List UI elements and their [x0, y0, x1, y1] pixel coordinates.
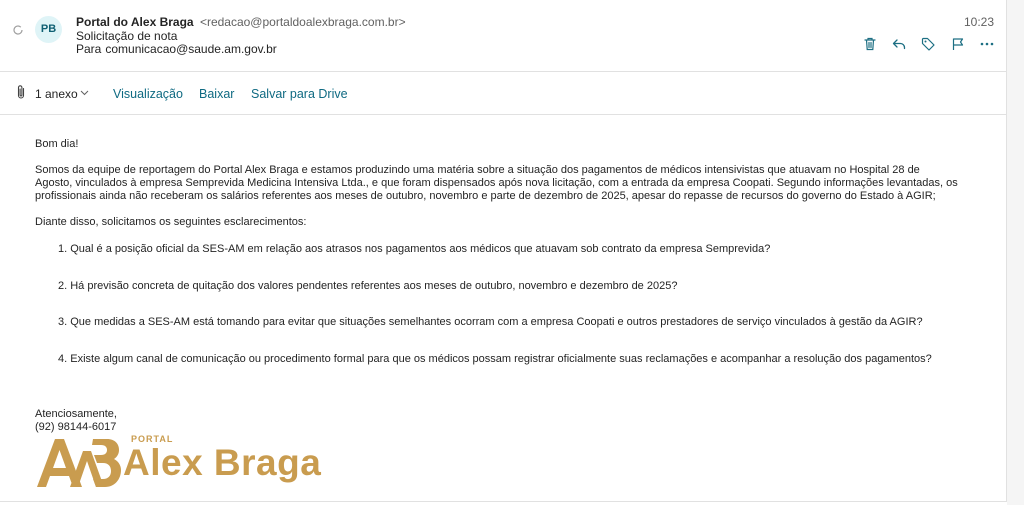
attachment-count[interactable]: 1 anexo [35, 87, 78, 101]
avatar[interactable]: PB [35, 16, 62, 43]
more-icon[interactable] [979, 36, 995, 52]
recipient-address[interactable]: comunicacao@saude.am.gov.br [105, 42, 277, 56]
logo-mark-icon [37, 435, 121, 487]
sender-line [76, 15, 406, 29]
message-subject: Solicitação de nota [76, 29, 178, 43]
trash-icon[interactable] [862, 36, 878, 52]
logo-portal-text: PORTAL [131, 434, 174, 444]
question-item: 4. Existe algum canal de comunicação ou procedimento formal para que os médicos possam registrar oficialmente suas reclamações e acompanhar a resolução dos pagamentos? [58, 353, 932, 365]
flag-icon[interactable] [950, 36, 966, 52]
message-body [35, 138, 985, 229]
body-paragraph-line: profissionais ainda não receberam os salários referentes aos meses de outubro, novembro e parte de dezembro de 2025, apesar do repasse de recursos do governo do Estado à AGIR; [35, 190, 936, 202]
recipient-line [76, 42, 277, 56]
preview-link[interactable]: Visualização [113, 87, 183, 101]
reply-icon[interactable] [891, 36, 907, 52]
logo-name-text: Alex Braga [123, 442, 322, 483]
greeting: Bom dia! [35, 138, 79, 150]
download-link[interactable]: Baixar [199, 87, 235, 101]
tag-icon[interactable] [920, 36, 936, 52]
chevron-down-icon[interactable] [80, 88, 89, 97]
paperclip-icon [15, 84, 27, 100]
portal-logo [35, 432, 345, 490]
phone-number: (92) 98144-6017 [35, 421, 117, 433]
question-item: 2. Há previsão concreta de quitação dos valores pendentes referentes aos meses de outubro, novembro e dezembro de 2025? [58, 280, 678, 292]
questions-intro: Diante disso, solicitamos os seguintes esclarecimentos: [35, 216, 307, 228]
question-item: 3. Que medidas a SES-AM está tomando para evitar que situações semelhantes ocorram com a empresa Coopati e outros prestadores de serviço vinculados à gestão da AGIR? [58, 316, 923, 328]
message-time: 10:23 [963, 15, 994, 29]
closing: Atenciosamente, [35, 408, 117, 420]
save-to-drive-link[interactable]: Salvar para Drive [251, 87, 348, 101]
scroll-gutter [1007, 0, 1024, 505]
header-divider [0, 71, 1007, 72]
message-actions [860, 36, 1000, 52]
body-paragraph-line: Somos da equipe de reportagem do Portal Alex Braga e estamos produzindo uma matéria sobre a situação dos pagamentos de médicos intensivistas que atuavam no Hospital 28 de [35, 164, 920, 176]
loading-icon [12, 24, 24, 36]
sender-name[interactable]: Portal do Alex Braga [76, 15, 194, 29]
question-item: 1. Qual é a posição oficial da SES-AM em relação aos atrasos nos pagamentos aos médicos que atuavam sob contrato da empresa Semprevida? [58, 243, 771, 255]
body-paragraph-line: Agosto, vinculados à empresa Semprevida Medicina Intensiva Ltda., e que foram dispensados após nova licitação, com a entrada da empresa Coopati. Segundo informações levantadas, os [35, 177, 958, 189]
to-label: Para [76, 42, 102, 56]
sender-email: <redacao@portaldoalexbraga.com.br> [199, 15, 406, 29]
attachment-divider [0, 114, 1007, 115]
